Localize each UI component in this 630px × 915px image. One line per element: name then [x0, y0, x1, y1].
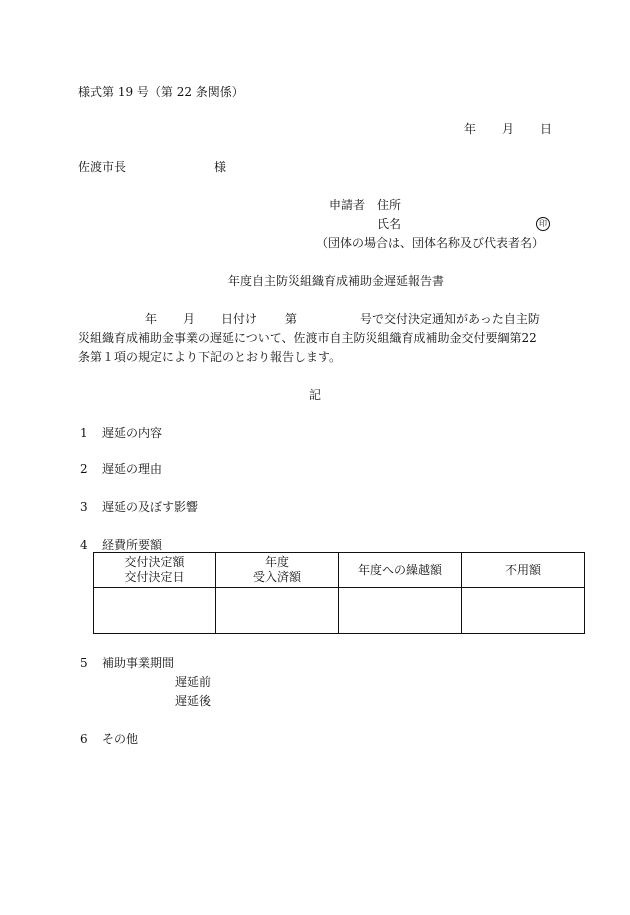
item-label: 遅延の内容 [102, 426, 163, 440]
item-number: 4 [80, 538, 88, 552]
body-line1-rest: 号で交付決定通知があった自主防 [360, 312, 540, 326]
date-day: 日 [540, 122, 553, 136]
input-cell[interactable] [216, 588, 339, 634]
item-label: 経費所要額 [102, 538, 163, 552]
item-label: 遅延の理由 [102, 462, 163, 476]
period-before: 遅延前 [175, 675, 212, 689]
body-dated: 日付け [221, 312, 258, 326]
item-label: 遅延の及ぼす影響 [102, 500, 199, 514]
header-line: 年度 [264, 555, 289, 569]
date-month: 月 [502, 122, 515, 136]
cost-table-input-row [94, 588, 585, 634]
seal-mark: 印 [536, 217, 550, 231]
body-no-prefix: 第 [285, 312, 298, 326]
item-number: 6 [80, 732, 88, 746]
period-after: 遅延後 [175, 694, 212, 708]
addressee-name: 佐渡市長 [78, 160, 127, 174]
date-year: 年 [464, 122, 477, 136]
input-cell[interactable] [339, 588, 462, 634]
input-cell[interactable] [94, 588, 216, 634]
item-number: 3 [80, 500, 88, 514]
header-cell [94, 553, 216, 588]
document-title: 年度自主防災組織育成補助金遅延報告書 [228, 274, 445, 288]
applicant-address-label: 住所 [377, 198, 402, 212]
input-cell[interactable] [462, 588, 585, 634]
item-number: 1 [80, 426, 88, 440]
header-line: 年度への繰越額 [357, 562, 442, 577]
item-label: その他 [102, 732, 139, 746]
cost-table-header-row [94, 553, 585, 588]
item-number: 2 [80, 462, 88, 476]
body-line3: 条第１項の規定により下記のとおり報告します。 [78, 350, 342, 364]
header-line: 受入済額 [252, 570, 301, 584]
header-cell [216, 553, 339, 588]
applicant-name-label: 氏名 [377, 217, 402, 231]
applicant-label: 申請者 [329, 198, 366, 212]
body-year: 年 [145, 312, 158, 326]
applicant-note: （団体の場合は、団体名称及び代表者名） [316, 236, 545, 250]
body-month: 月 [183, 312, 196, 326]
header-line: 不用額 [504, 562, 541, 577]
header-cell [462, 553, 585, 588]
ki-heading: 記 [309, 388, 322, 402]
item-label: 補助事業期間 [102, 656, 175, 670]
addressee-suffix: 様 [214, 160, 227, 174]
header-line: 交付決定額 [124, 555, 185, 569]
cost-table [93, 552, 585, 634]
form-number: 様式第 19 号（第 22 条関係） [78, 85, 244, 99]
header-line: 交付決定日 [124, 570, 185, 584]
body-line2: 災組織育成補助金事業の遅延について、佐渡市自主防災組織育成補助金交付要綱第22 [78, 331, 537, 345]
header-cell [339, 553, 462, 588]
item-number: 5 [80, 656, 88, 670]
